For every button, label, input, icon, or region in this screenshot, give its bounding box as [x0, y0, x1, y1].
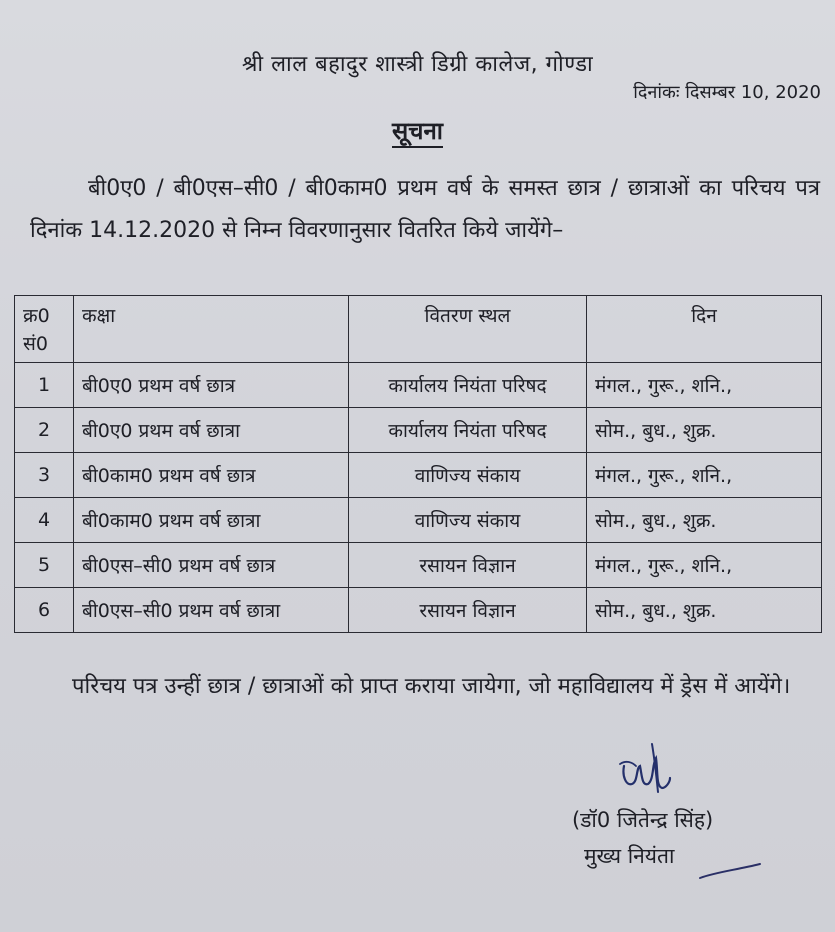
- row-serial: 1: [15, 363, 74, 408]
- row-serial: 4: [15, 498, 74, 543]
- row-day: सोम., बुध., शुक्र.: [587, 408, 822, 453]
- table-header-row: [15, 296, 822, 363]
- header-day: दिन: [587, 296, 822, 363]
- notice-title-text: सूचना: [392, 117, 443, 148]
- closing-paragraph: परिचय पत्र उन्हीं छात्र / छात्राओं को प्राप्त कराया जायेगा, जो महाविद्यालय में ड्रेस में आयेंगे।: [72, 674, 791, 699]
- row-place: रसायन विज्ञान: [349, 543, 587, 588]
- handwritten-signature: [612, 742, 682, 798]
- table-row: [15, 363, 822, 408]
- college-name: श्री लाल बहादुर शास्त्री डिग्री कालेज, गोण्डा: [241, 52, 594, 77]
- header-class: कक्षा: [74, 296, 349, 363]
- row-day: सोम., बुध., शुक्र.: [587, 498, 822, 543]
- notice-date: दिनांकः दिसम्बर 10, 2020: [633, 82, 821, 103]
- row-class: बी0एस–सी0 प्रथम वर्ष छात्रा: [74, 588, 349, 633]
- row-place: वाणिज्य संकाय: [349, 453, 587, 498]
- table-row: [15, 543, 822, 588]
- row-serial: 3: [15, 453, 74, 498]
- row-place: वाणिज्य संकाय: [349, 498, 587, 543]
- row-class: बी0एस–सी0 प्रथम वर्ष छात्र: [74, 543, 349, 588]
- table-row: [15, 588, 822, 633]
- table-row: [15, 408, 822, 453]
- row-class: बी0ए0 प्रथम वर्ष छात्र: [74, 363, 349, 408]
- row-class: बी0ए0 प्रथम वर्ष छात्रा: [74, 408, 349, 453]
- row-serial: 5: [15, 543, 74, 588]
- row-serial: 2: [15, 408, 74, 453]
- header-place: वितरण स्थल: [349, 296, 587, 363]
- row-class: बी0काम0 प्रथम वर्ष छात्र: [74, 453, 349, 498]
- signature-stroke: [698, 860, 762, 882]
- signatory-name: (डॉ0 जितेन्द्र सिंह): [572, 808, 714, 832]
- header-serial: क्र0 सं0: [15, 296, 74, 363]
- row-place: रसायन विज्ञान: [349, 588, 587, 633]
- row-serial: 6: [15, 588, 74, 633]
- row-day: मंगल., गुरू., शनि.,: [587, 543, 822, 588]
- notice-title: [0, 114, 835, 147]
- row-place: कार्यालय नियंता परिषद: [349, 408, 587, 453]
- row-day: मंगल., गुरू., शनि.,: [587, 453, 822, 498]
- table-row: [15, 453, 822, 498]
- table-row: [15, 498, 822, 543]
- signatory-designation: मुख्य नियंता: [584, 844, 675, 868]
- row-day: मंगल., गुरू., शनि.,: [587, 363, 822, 408]
- row-place: कार्यालय नियंता परिषद: [349, 363, 587, 408]
- intro-paragraph: बी0ए0 / बी0एस–सी0 / बी0काम0 प्रथम वर्ष के समस्त छात्र / छात्राओं का परिचय पत्र दिनांक 14.12.2020 से निम्न विवरणानुसार वितरित किये जायेंगे–: [30, 176, 820, 243]
- distribution-table: [14, 295, 822, 633]
- row-day: सोम., बुध., शुक्र.: [587, 588, 822, 633]
- row-class: बी0काम0 प्रथम वर्ष छात्रा: [74, 498, 349, 543]
